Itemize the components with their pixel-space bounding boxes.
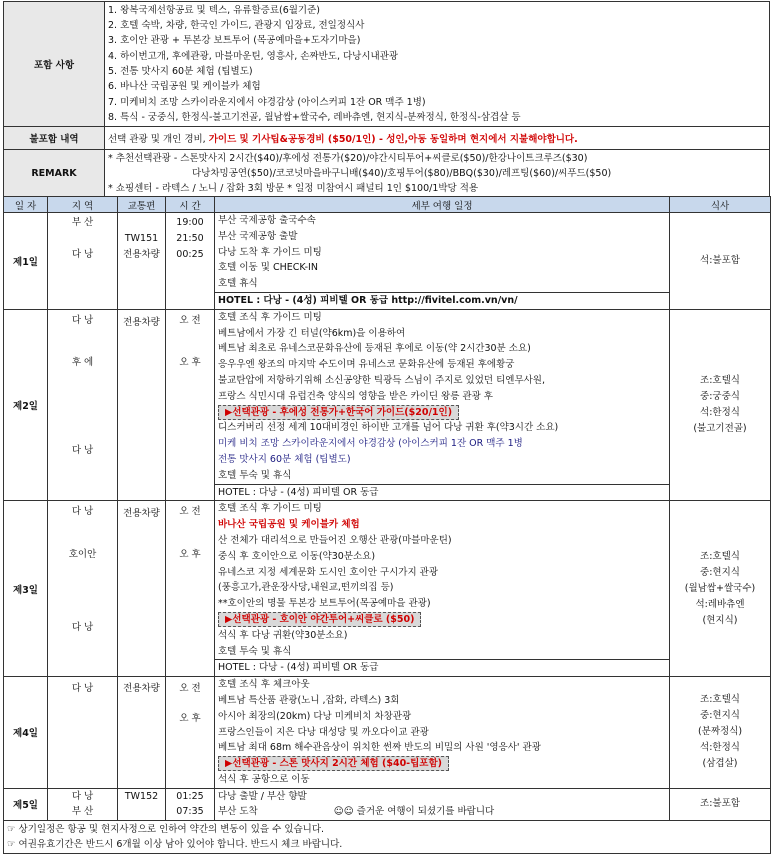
time: 21:50	[176, 232, 204, 244]
region: 다 낭	[71, 790, 94, 802]
column-header-row	[4, 197, 771, 213]
optional-tour-box: ▶선택관광 - 스톤 맛사지 2시간 체험 ($40-팁포함)	[218, 756, 449, 771]
day-label: 제5일	[4, 788, 48, 821]
schedule-line: 석식 후 공항으로 이동	[218, 773, 310, 785]
day2-transport	[118, 309, 166, 501]
region: 다 낭	[71, 444, 94, 456]
remark-line: * 추천선택관광 - 스톤맛사지 2시간($40)/후에성 전통가($20)/야간시티투어+씨클로($50)/한강나이트크루즈($30)	[108, 152, 588, 164]
schedule-line: 베트남 특산품 관광(노니 ,잡화, 라텍스) 3회	[218, 694, 400, 706]
footer-row	[4, 821, 771, 854]
col-header-meal: 식사	[670, 197, 771, 213]
day-row-4	[4, 677, 771, 789]
day3-transport	[118, 501, 166, 677]
include-item: 5. 전통 맛사지 60분 체험 (팁별도)	[108, 66, 253, 77]
day-label: 제2일	[4, 309, 48, 501]
schedule-line: 베트남에서 가장 긴 터널(약6km)을 이용하여	[218, 327, 406, 339]
day4-schedule	[215, 677, 670, 789]
include-item: 4. 하이번고개, 후에관광, 마블마운틴, 영흥사, 손짜반도, 다낭시내관광	[108, 50, 399, 62]
meal-item: 조:호텔식	[700, 550, 740, 562]
day3-times	[166, 501, 215, 677]
hotel-line: HOTEL : 다낭 - (4성) 피비텔 OR 동급	[215, 659, 669, 676]
day4-transport	[118, 677, 166, 789]
include-item: 8. 특식 - 궁중식, 한정식-불고기전골, 월남쌈+쌀국수, 레바츄엔, 현지식-분짜정식, 한정식-삼겹살 등	[108, 111, 521, 123]
schedule-line: 프랑스인들이 지은 다낭 대성당 및 까오다이교 관광	[218, 726, 429, 738]
col-header-day: 일 자	[4, 197, 48, 213]
remark-line: 다낭차밍공연($50)/코코넛마을바구니배($40)/호핑투어($80)/BBQ($30)/레프팅($60)/씨푸드($50)	[192, 167, 612, 179]
transport: TW151	[124, 232, 159, 244]
day5-times	[166, 788, 215, 821]
day5-meal	[670, 788, 771, 821]
col-header-schedule: 세부 여행 일정	[215, 197, 670, 213]
arrival-text: 부산 도착	[218, 806, 258, 818]
transport: 전용차량	[123, 316, 160, 328]
day1-schedule	[215, 213, 670, 310]
meal-item: 석:한정식	[700, 407, 740, 419]
schedule-line-arrival	[218, 804, 666, 820]
excludes-label: 불포함 내역	[4, 127, 105, 150]
time: 오 전	[179, 683, 201, 695]
region: 부 산	[71, 217, 94, 228]
meal-item: 석:레바츄엔	[695, 598, 745, 610]
footer-note: ☞ 여권유효기간은 반드시 6개월 이상 남아 있어야 합니다. 반드시 체크 바랍니다.	[7, 839, 343, 851]
time: 오 후	[179, 356, 201, 368]
day3-meal	[670, 501, 771, 677]
time: 오 전	[179, 506, 201, 518]
remark-row	[4, 150, 770, 197]
optional-tour-box: ▶선택관광 - 후에성 전통가+한국어 가이드($20/1인)	[218, 405, 459, 420]
col-header-region: 지 역	[48, 197, 118, 213]
optional-tour-box: ▶선택관광 - 호이안 야간투어+씨클로 ($50)	[218, 612, 421, 627]
itinerary-page	[3, 1, 770, 854]
schedule-line: 프랑스 식민시대 유럽건축 양식의 영향을 받은 카이딘 왕릉 관광 후	[218, 390, 493, 402]
schedule-line: 석식 후 다낭 귀환(약30분소요)	[218, 629, 348, 641]
transport: 전용차량	[123, 508, 160, 520]
day-row-3	[4, 501, 771, 677]
region: 다 낭	[71, 683, 94, 695]
day5-schedule	[215, 788, 670, 821]
schedule-line: 호텔 조식 후 가이드 미팅	[218, 311, 322, 323]
day-row-5	[4, 788, 771, 821]
schedule-line: 부산 국제공항 출국수속	[218, 215, 316, 226]
meal-item: 조:불포함	[700, 798, 740, 810]
schedule-line: 아시아 최장의(20km) 다낭 미케비치 차창관광	[218, 710, 412, 722]
footer-notes	[4, 821, 771, 854]
includes-list	[105, 2, 770, 127]
day3-schedule	[215, 501, 670, 677]
remark-line: * 쇼핑센터 - 라텍스 / 노니 / 잡화 3회 방문 * 일정 미참여시 패널티 1인 $100/1박당 적용	[108, 182, 479, 194]
day4-regions	[48, 677, 118, 789]
time: 오 후	[179, 549, 201, 561]
day-label: 제1일	[4, 213, 48, 310]
day5-regions	[48, 788, 118, 821]
schedule-line: 호텔 조식 후 체크아웃	[218, 679, 310, 691]
meal-item: 조:호텔식	[700, 694, 740, 706]
excludes-text-plain: 선택 관광 및 개인 경비,	[108, 134, 209, 145]
schedule-line: 유네스코 지정 세계문화 도시인 호이안 구시가지 관광	[218, 566, 439, 578]
meal-item: 중:현지식	[700, 566, 740, 578]
schedule-line: 베트남 최초로 유네스코문화유산에 등재된 후에로 이동(약 2시간30분 소요)	[218, 343, 531, 355]
meal-item: (월남쌈+쌀국수)	[684, 582, 756, 594]
region: 다 낭	[71, 506, 94, 518]
schedule-line: 부산 국제공항 출발	[218, 230, 298, 242]
schedule-line: 미케 비치 조망 스카이라운지에서 야경감상 (아이스커피 1잔 OR 맥주 1병	[218, 438, 523, 450]
farewell-text: 즐거운 여행이 되셨기를 바랍니다	[356, 806, 495, 818]
schedule-line: 호텔 투숙 및 휴식	[218, 469, 292, 481]
transport: 전용차량	[123, 683, 160, 695]
meal-item: (삼겹살)	[702, 758, 738, 770]
transport: TW152	[124, 790, 159, 802]
meal-item: (현지식)	[702, 614, 738, 626]
time: 07:35	[176, 806, 204, 818]
includes-row	[4, 2, 770, 127]
schedule-line: 호텔 휴식	[218, 278, 258, 290]
day1-times	[166, 213, 215, 310]
time: 01:25	[176, 790, 204, 802]
region: 다 낭	[71, 248, 94, 260]
col-header-transport: 교통편	[118, 197, 166, 213]
time: 오 후	[179, 713, 201, 725]
schedule-table	[3, 196, 771, 854]
col-header-time: 시 간	[166, 197, 215, 213]
day1-transport	[118, 213, 166, 310]
meal-item: 석:한정식	[700, 742, 740, 754]
day1-meal	[670, 213, 771, 310]
schedule-line: 다낭 도착 후 가이드 미팅	[218, 246, 322, 258]
day4-times	[166, 677, 215, 789]
region: 부 산	[71, 806, 94, 818]
region: 후 에	[71, 356, 94, 368]
smile-icon: ☺☺	[333, 806, 354, 818]
include-item: 6. 바나산 국립공원 및 케이블카 체험	[108, 81, 261, 93]
day2-times	[166, 309, 215, 501]
schedule-line: 전통 맛사지 60분 체험 (팁별도)	[218, 453, 351, 465]
includes-label: 포함 사항	[4, 2, 105, 127]
day-row-2	[4, 309, 771, 501]
meal-item: 중:현지식	[700, 710, 740, 722]
include-item: 7. 미케비치 조망 스카이라운지에서 야경감상 (아이스커피 1잔 OR 맥주 1병)	[108, 96, 426, 108]
meal-item: (불고기전골)	[693, 423, 747, 435]
day3-regions	[48, 501, 118, 677]
schedule-line: 응우우엔 왕조의 마지막 수도이며 유네스코 문화유산에 등재된 후에황궁	[218, 359, 515, 371]
footer-note: ☞ 상기일정은 항공 및 현지사정으로 인하여 약간의 변동이 있을 수 있습니다.	[7, 824, 325, 836]
region: 다 낭	[71, 314, 94, 326]
schedule-line: 호텔 조식 후 가이드 미팅	[218, 503, 322, 515]
hotel-line: HOTEL : 다낭 - (4성) 피비텔 OR 동급	[215, 484, 669, 501]
day-row-1	[4, 213, 771, 310]
time: 00:25	[176, 248, 204, 260]
day1-regions	[48, 213, 118, 310]
excludes-text-warning: 가이드 및 기사팁&공동경비 ($50/1인) - 성인,아동 동일하며 현지에서 지불해야합니다.	[208, 134, 578, 145]
meal-item: 석:불포함	[700, 254, 740, 266]
schedule-line: 호텔 이동 및 CHECK-IN	[218, 262, 318, 274]
time: 19:00	[176, 217, 204, 228]
include-item: 3. 호이안 관광 + 투본강 보트투어 (목공예마을+도자기마을)	[108, 35, 361, 47]
remark-text	[105, 150, 770, 197]
day-label: 제4일	[4, 677, 48, 789]
region: 다 낭	[71, 622, 94, 634]
day2-regions	[48, 309, 118, 501]
day5-transport	[118, 788, 166, 821]
schedule-line: (풍흥고가,관운장사당,내원교,떤끼의집 등)	[218, 582, 394, 594]
include-item: 2. 호텔 숙박, 차량, 한국인 가이드, 관광지 입장료, 전일정식사	[108, 20, 365, 32]
schedule-line: 호텔 투숙 및 휴식	[218, 645, 292, 657]
meal-item: 조:호텔식	[700, 375, 740, 387]
day2-meal	[670, 309, 771, 501]
meal-item: (분짜정식)	[697, 726, 743, 738]
schedule-line: **호이안의 명물 투본강 보트투어(목공예마을 관광)	[218, 598, 431, 610]
time: 오 전	[179, 314, 201, 326]
day-label: 제3일	[4, 501, 48, 677]
include-item: 1. 왕복국제선항공료 및 텍스, 유류할증료(6월기준)	[108, 4, 320, 16]
schedule-line: 디스커버리 선정 세계 10대비경인 하이반 고개를 넘어 다낭 귀환 후(약3시간 소요)	[218, 422, 559, 434]
hotel-line: HOTEL : 다낭 - (4성) 피비텔 OR 동급 http://fivitel.com.vn/vn/	[215, 292, 669, 309]
schedule-line: 불교탄압에 저항하기위해 소신공양한 틱광득 스님이 주지로 있었던 티엔무사원,	[218, 374, 546, 386]
excludes-row	[4, 127, 770, 150]
schedule-line: 중식 후 호이안으로 이동(약30분소요)	[218, 550, 376, 562]
excludes-text	[105, 127, 770, 150]
remark-label: REMARK	[4, 150, 105, 197]
transport: 전용차량	[123, 248, 160, 260]
schedule-line: 베트남 최대 68m 해수관음상이 위치한 썬짜 반도의 비밀의 사원 '영응사' 관광	[218, 742, 541, 754]
schedule-line: 다낭 출발 / 부산 향발	[218, 790, 307, 802]
meal-item: 중:궁중식	[700, 391, 740, 403]
info-table	[3, 1, 770, 197]
day4-meal	[670, 677, 771, 789]
schedule-line: 산 전체가 대리석으로 만들어진 오행산 관광(마블마운틴)	[218, 534, 452, 546]
region: 호이안	[68, 549, 97, 561]
schedule-line: 바나산 국립공원 및 케이블카 체험	[218, 519, 360, 531]
day2-schedule	[215, 309, 670, 501]
